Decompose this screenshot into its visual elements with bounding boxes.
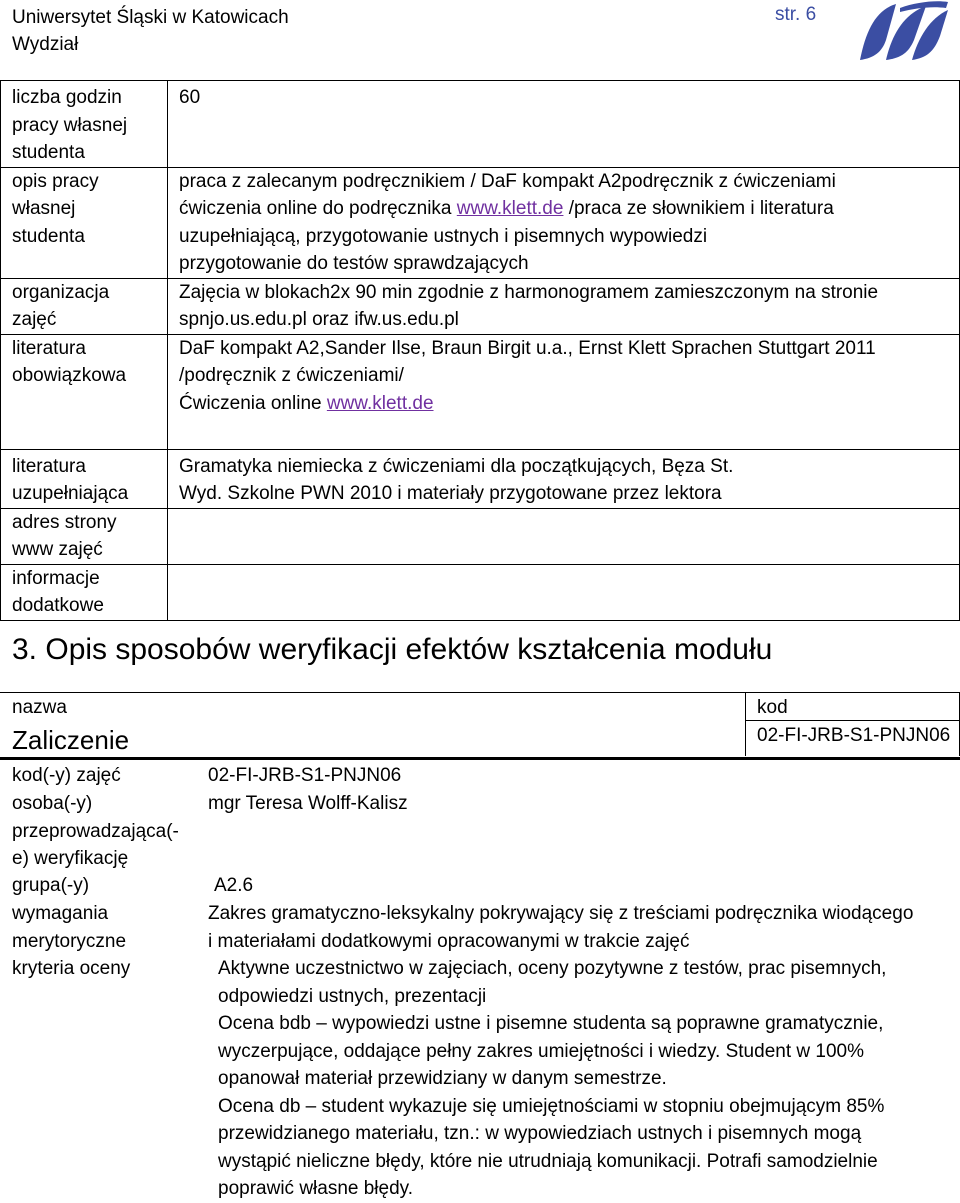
label-organizacja: organizacja zajęć: [1, 278, 168, 334]
osoby-value: mgr Teresa Wolff-Kalisz: [208, 793, 408, 814]
kryteria-value: Aktywne uczestnictwo w zajęciach, oceny pozytywne z testów, prac pisemnych, odpowiedzi ustnych, prezentacji Ocena bdb – wypowiedzi ustne i pisemne studenta są poprawne gramatycznie, wyczerpujące, oddające pełny zakres umiejętności i wiedzy. Student w 100% opanował materiał przewidziany w danym semestrze. Ocena db – student wykazuje się umiejętnościami w stopniu obejmującym 85% przewidzianego materiału, tzn.: w wypowiedziach ustnych i pisemnych mogą wystąpić nieliczne błędy, które nie utrudniają komunikacji. Potrafi samodzielnie poprawić własne błędy.: [218, 958, 887, 1199]
value-opis-pracy: praca z zalecanym podręcznikiem / DaF kompakt A2podręcznik z ćwiczeniami ćwiczenia online do podręcznika www.klett.de /praca ze słownikiem i literatura uzupełniającą, przygotowanie ustnych i pisemnych wypowiedzi przygotowanie do testów sprawdzających: [168, 167, 960, 278]
grupa-value: A2.6: [214, 875, 254, 896]
module-info-table: [0, 80, 960, 621]
divider: [0, 757, 960, 760]
kod-zajec-label: kod(-y) zajęć: [12, 765, 121, 786]
table-row: [1, 81, 960, 168]
label-godziny: liczba godzin pracy własnej studenta: [1, 81, 168, 168]
university-name: Uniwersytet Śląski w Katowicach: [12, 7, 289, 28]
wymagania-value: Zakres gramatyczno-leksykalny pokrywający się z treściami podręcznika wiodącego i materiałami dodatkowymi opracowanymi w trakcie zajęć: [208, 903, 914, 952]
kod-label: kod: [757, 697, 788, 718]
value-literatura-uzupelniajaca: Gramatyka niemiecka z ćwiczeniami dla początkujących, Bęza St. Wyd. Szkolne PWN 2010 i materiały przygotowane przez lektora: [168, 449, 960, 508]
divider: [745, 692, 746, 756]
value-literatura-obowiazkowa: DaF kompakt A2,Sander Ilse, Braun Birgit u.a., Ernst Klett Sprachen Stuttgart 2011 /podręcznik z ćwiczeniami/ Ćwiczenia online www.klett.de: [168, 334, 960, 449]
kod-zajec-value: 02-FI-JRB-S1-PNJN06: [208, 765, 402, 786]
kryteria-label: kryteria oceny: [12, 958, 131, 979]
label-literatura-obowiazkowa: literatura obowiązkowa: [1, 334, 168, 449]
table-row: [1, 334, 960, 449]
table-row: [1, 278, 960, 334]
department-name: Wydział: [12, 34, 79, 55]
table-row: [1, 449, 960, 508]
grupa-label: grupa(-y): [12, 875, 90, 896]
klett-link-2[interactable]: www.klett.de: [326, 392, 434, 414]
university-logo: [856, 0, 950, 64]
label-adres-strony: adres strony www zajęć: [1, 508, 168, 564]
header-university: [12, 4, 289, 58]
klett-link-1[interactable]: www.klett.de: [456, 198, 564, 219]
label-literatura-uzupelniajaca: literatura uzupełniająca: [1, 449, 168, 508]
section-title: 3. Opis sposobów weryfikacji efektów kształcenia modułu: [12, 633, 773, 666]
osoby-label: osoba(-y) przeprowadzająca(- e) weryfikację: [12, 793, 179, 869]
table-row: [1, 508, 960, 564]
value-organizacja: Zajęcia w blokach2x 90 min zgodnie z harmonogramem zamieszczonym na stronie spnjo.us.edu.pl oraz ifw.us.edu.pl: [168, 278, 960, 334]
page-number: str. 6: [775, 4, 817, 25]
nazwa-label: nazwa: [12, 697, 67, 718]
kod-value: 02-FI-JRB-S1-PNJN06: [757, 725, 951, 746]
nazwa-value: Zaliczenie: [12, 725, 130, 755]
table-row: [1, 167, 960, 278]
value-informacje: [168, 564, 960, 620]
label-informacje: informacje dodatkowe: [1, 564, 168, 620]
divider: [0, 692, 960, 693]
table-row: [1, 564, 960, 620]
value-adres-strony: [168, 508, 960, 564]
wymagania-label: wymagania merytoryczne: [12, 903, 127, 952]
value-godziny: 60: [168, 81, 960, 168]
label-opis-pracy: opis pracy własnej studenta: [1, 167, 168, 278]
